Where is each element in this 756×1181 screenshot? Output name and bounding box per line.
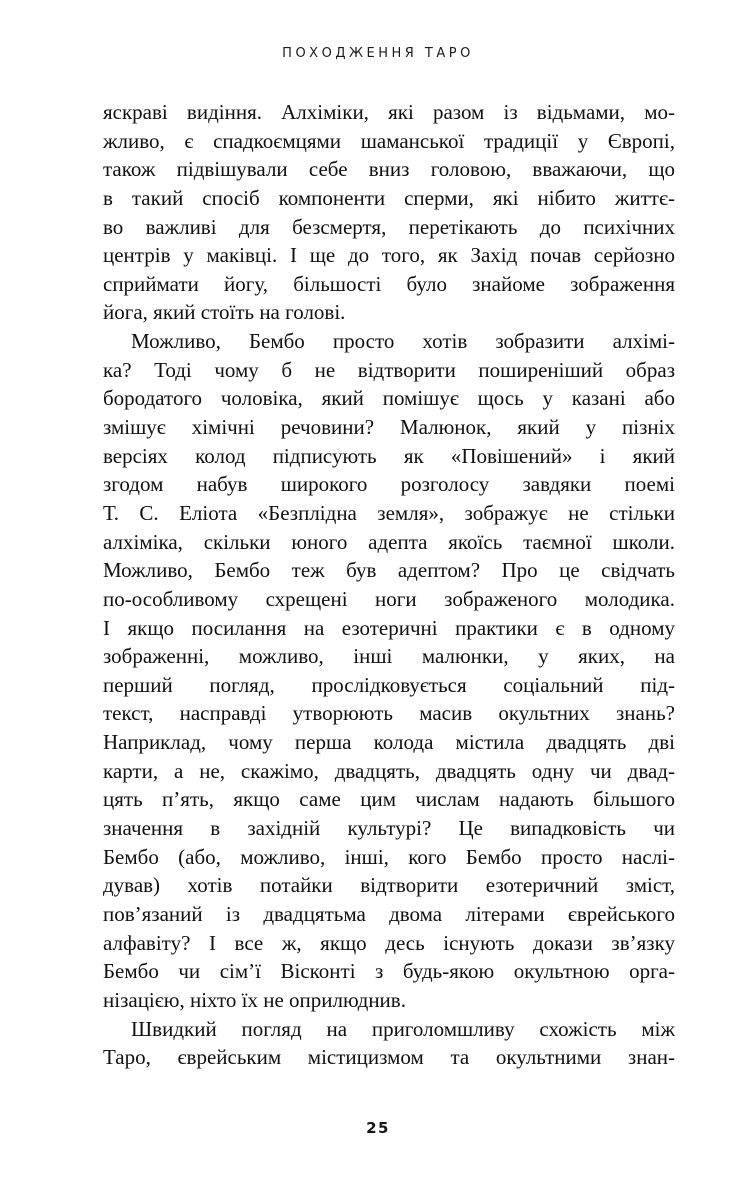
text-line: Можливо, Бембо просто хотів зобразити алхімі-	[131, 329, 675, 354]
text-line: во важливі для безсмертя, перетікають до психічних	[103, 214, 675, 239]
text-line: Т. С. Еліота «Безплідна земля», зображує не стільки	[103, 500, 675, 525]
text-line: Наприклад, чому перша колода містила двадцять дві	[103, 730, 675, 755]
running-head: ПОХОДЖЕННЯ ТАРО	[282, 46, 474, 61]
text-line: яскраві видіння. Алхіміки, які разом із відьмами, мо-	[103, 100, 675, 124]
text-line: жливо, є спадкоємцями шаманської традиції у Європі,	[103, 128, 675, 153]
text-line: Таро, єврейським містицизмом та окультними знан-	[103, 1045, 675, 1070]
text-line: в такий спосіб компоненти сперми, які нібито життє-	[103, 185, 675, 210]
text-line: текст, насправді утворюють масив окультних знань?	[103, 701, 675, 726]
text-line: по-особливому схрещені ноги зображеного молодика.	[103, 586, 675, 611]
body-text	[103, 98, 675, 1072]
text-line: алхіміка, скільки юного адепта якоїсь таємної школи.	[103, 529, 675, 554]
text-line: дував) хотів потайки відтворити езотеричний зміст,	[103, 873, 675, 898]
paragraph	[103, 98, 675, 327]
text-line: Бембо чи сім’ї Вісконті з будь-якою окультною орга-	[103, 959, 675, 984]
text-line: центрів у маківці. І ще до того, як Захід почав серйозно	[103, 243, 675, 268]
paragraph	[103, 1015, 675, 1072]
text-line: змішує хімічні речовини? Малюнок, який у пізніх	[103, 415, 675, 440]
text-line: згодом набув широкого розголосу завдяки поемі	[103, 472, 675, 497]
text-line: ка? Тоді чому б не відтворити поширеніший образ	[103, 357, 675, 382]
text-line: бородатого чоловіка, який помішує щось у казані або	[103, 386, 675, 411]
text-line: І якщо посилання на езотеричні практики є в одному	[103, 615, 675, 640]
text-line: йога, який стоїть на голові.	[103, 300, 346, 325]
text-line: значення в західній культурі? Це випадковість чи	[103, 816, 675, 841]
text-line: також підвішували себе вниз головою, вважаючи, що	[103, 157, 675, 182]
paragraph	[103, 327, 675, 1014]
text-line: цять п’ять, якщо саме цим числам надають більшого	[103, 787, 675, 812]
text-line: версіях колод підписують як «Повішений» і який	[103, 443, 675, 468]
text-line: Швидкий погляд на приголомшливу схожість між	[131, 1016, 675, 1041]
text-line: алфавіту? І все ж, якщо десь існують докази зв’язку	[103, 930, 675, 955]
text-line: карти, а не, скажімо, двадцять, двадцять одну чи двад-	[103, 758, 675, 783]
text-line: зображенні, можливо, інші малюнки, у яких, на	[103, 644, 675, 669]
text-line: Можливо, Бембо теж був адептом? Про це свідчать	[103, 558, 675, 583]
text-line: пов’язаний із двадцятьма двома літерами єврейського	[103, 901, 675, 926]
page-number: 25	[366, 1119, 390, 1137]
text-line: перший погляд, прослідковується соціальний під-	[103, 672, 675, 697]
text-line: сприймати йогу, більшості було знайоме зображення	[103, 271, 675, 296]
text-line: нізацією, ніхто їх не оприлюднив.	[103, 987, 406, 1012]
text-line: Бембо (або, можливо, інші, кого Бембо просто наслі-	[103, 844, 675, 869]
